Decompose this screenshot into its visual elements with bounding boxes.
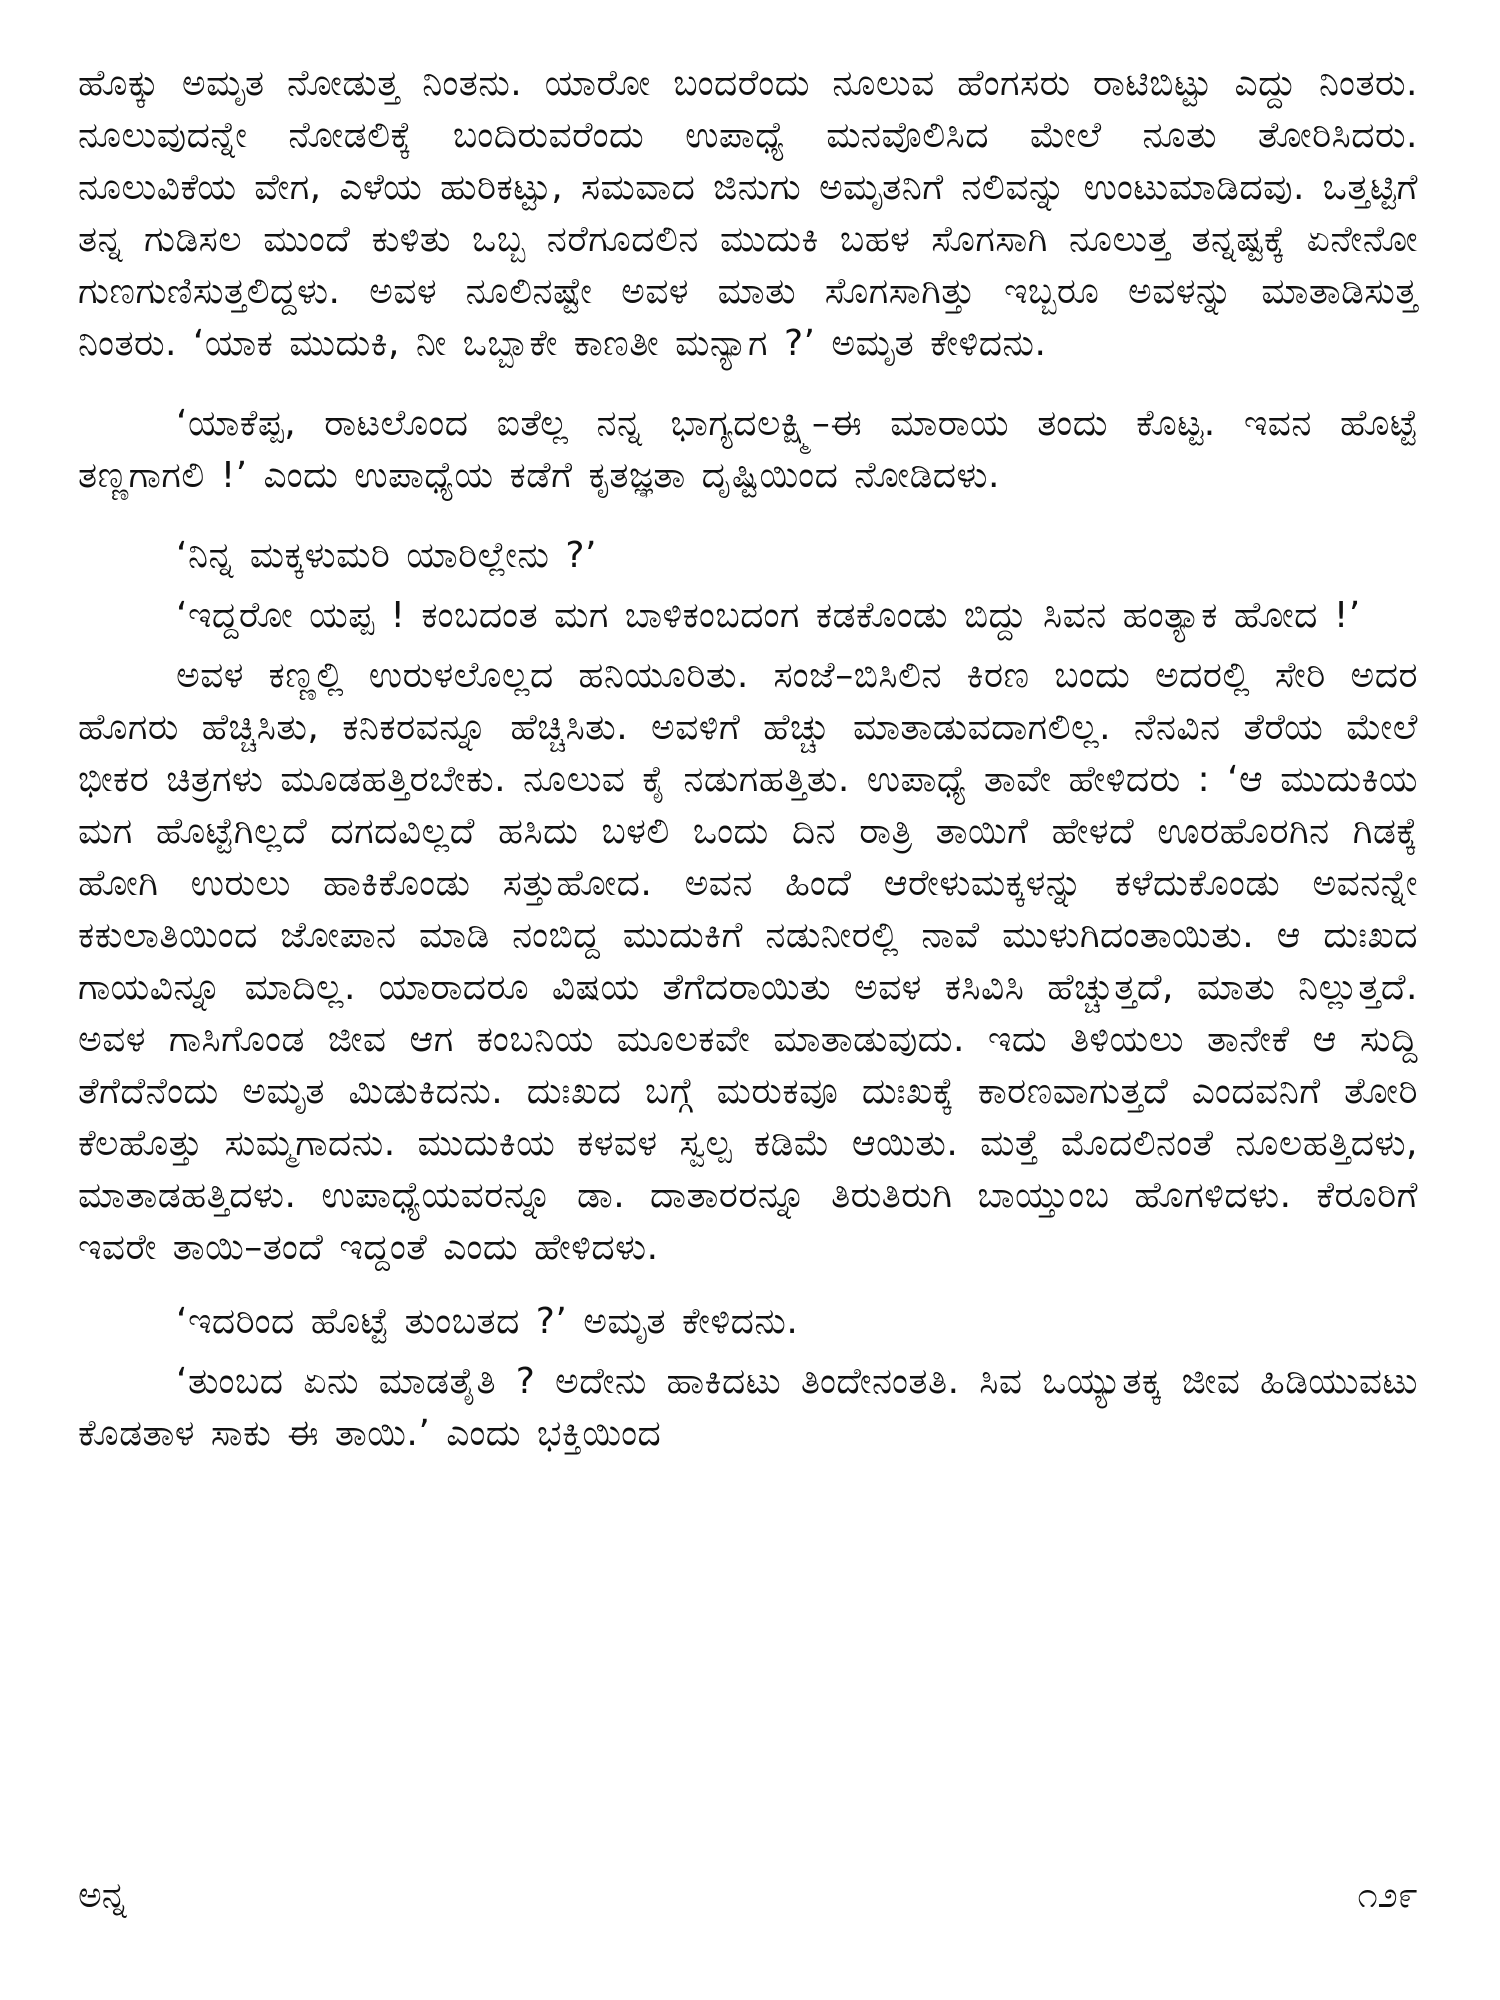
paragraph-7: ‘ತುಂಬದ ಏನು ಮಾಡತೈತಿ ? ಅದೇನು ಹಾಕಿದಟು ತಿಂದೇನಂತತಿ. ಸಿವ ಒಯ್ಯುತಕ್ಕ ಜೀವ ಹಿಡಿಯುವಟು ಕೊಡತಾಳ ಸಾಕು ಈ ತಾಯಿ.’ ಎಂದು ಭಕ್ತಿಯಿಂದ bbox=[78, 1361, 1418, 1454]
page-footer bbox=[78, 1868, 1418, 1924]
paragraph-6: ‘ಇದರಿಂದ ಹೊಟ್ಟೆ ತುಂಬತದ ?’ ಅಮೃತ ಕೇಳಿದನು. bbox=[176, 1301, 799, 1342]
page-body bbox=[78, 58, 1418, 1938]
running-title: ಅನ್ನ bbox=[78, 1875, 127, 1916]
paragraph-4: ‘ಇದ್ದರೋ ಯಪ್ಪ ! ಕಂಬದಂತ ಮಗ ಬಾಳಿಕಂಬದಂಗ ಕಡಕೊಂಡು ಬಿದ್ದು ಸಿವನ ಹಂತ್ಯಾಕ ಹೋದ !’ bbox=[176, 595, 1361, 636]
paragraph-1: ಹೊಕ್ಕು ಅಮೃತ ನೋಡುತ್ತ ನಿಂತನು. ಯಾರೋ ಬಂದರೆಂದು ನೂಲುವ ಹೆಂಗಸರು ರಾಟಿಬಿಟ್ಟು ಎದ್ದು ನಿಂತರು. ನೂಲುವುದನ್ನೇ ನೋಡಲಿಕ್ಕೆ ಬಂದಿರುವರೆಂದು ಉಪಾಧ್ಯೆ ಮನವೊಲಿಸಿದ ಮೇಲೆ ನೂತು ತೋರಿಸಿದರು. ನೂಲುವಿಕೆಯ ವೇಗ, ಎಳೆಯ ಹುರಿಕಟ್ಟು, ಸಮವಾದ ಜಿನುಗು ಅಮೃತನಿಗೆ ನಲಿವನ್ನು ಉಂಟುಮಾಡಿದವು. ಒತ್ತಟ್ಟಿಗೆ ತನ್ನ ಗುಡಿಸಲ ಮುಂದೆ ಕುಳಿತು ಒಬ್ಬ ನರೆಗೂದಲಿನ ಮುದುಕಿ ಬಹಳ ಸೊಗಸಾಗಿ ನೂಲುತ್ತ ತನ್ನಷ್ಟಕ್ಕೆ ಏನೇನೋ ಗುಣಗುಣಿಸುತ್ತಲಿದ್ದಳು. ಅವಳ ನೂಲಿನಷ್ಟೇ ಅವಳ ಮಾತು ಸೊಗಸಾಗಿತ್ತು ಇಬ್ಬರೂ ಅವಳನ್ನು ಮಾತಾಡಿಸುತ್ತ ನಿಂತರು. ‘ಯಾಕ ಮುದುಕಿ, ನೀ ಒಬ್ಬಾಕೇ ಕಾಣತೀ ಮನ್ಯಾಗ ?’ ಅಮೃತ ಕೇಳಿದನು. bbox=[78, 63, 1418, 364]
paragraph-3: ‘ನಿನ್ನ ಮಕ್ಕಳುಮರಿ ಯಾರಿಲ್ಲೇನು ?’ bbox=[176, 535, 597, 576]
page-number: ೧೨೯ bbox=[1357, 1875, 1418, 1916]
paragraph-2: ‘ಯಾಕೆಪ್ಪ, ರಾಟಲೊಂದ ಐತೆಲ್ಲ ನನ್ನ ಭಾಗ್ಯದಲಕ್ಷ್ಮಿ–ಈ ಮಾರಾಯ ತಂದು ಕೊಟ್ಟ. ಇವನ ಹೊಟ್ಟೆ ತಣ್ಣಗಾಗಲಿ !’ ಎಂದು ಉಪಾಧ್ಯೆಯ ಕಡೆಗೆ ಕೃತಜ್ಞತಾ ದೃಷ್ಟಿಯಿಂದ ನೋಡಿದಳು. bbox=[78, 403, 1418, 496]
paragraph-5: ಅವಳ ಕಣ್ಣಲ್ಲಿ ಉರುಳಲೊಲ್ಲದ ಹನಿಯೂರಿತು. ಸಂಜೆ–ಬಿಸಿಲಿನ ಕಿರಣ ಬಂದು ಅದರಲ್ಲಿ ಸೇರಿ ಅದರ ಹೊಗರು ಹೆಚ್ಚಿಸಿತು, ಕನಿಕರವನ್ನೂ ಹೆಚ್ಚಿಸಿತು. ಅವಳಿಗೆ ಹೆಚ್ಚು ಮಾತಾಡುವದಾಗಲಿಲ್ಲ. ನೆನವಿನ ತೆರೆಯ ಮೇಲೆ ಭೀಕರ ಚಿತ್ರಗಳು ಮೂಡಹತ್ತಿರಬೇಕು. ನೂಲುವ ಕೈ ನಡುಗಹತ್ತಿತು. ಉಪಾಧ್ಯೆ ತಾವೇ ಹೇಳಿದರು : ‘ಆ ಮುದುಕಿಯ ಮಗ ಹೊಟ್ಟೆಗಿಲ್ಲದೆ ದಗದವಿಲ್ಲದೆ ಹಸಿದು ಬಳಲಿ ಒಂದು ದಿನ ರಾತ್ರಿ ತಾಯಿಗೆ ಹೇಳದೆ ಊರಹೊರಗಿನ ಗಿಡಕ್ಕೆ ಹೋಗಿ ಉರುಲು ಹಾಕಿಕೊಂಡು ಸತ್ತುಹೋದ. ಅವನ ಹಿಂದೆ ಆರೇಳುಮಕ್ಕಳನ್ನು ಕಳೆದುಕೊಂಡು ಅವನನ್ನೇ ಕಕುಲಾತಿಯಿಂದ ಜೋಪಾನ ಮಾಡಿ ನಂಬಿದ್ದ ಮುದುಕಿಗೆ ನಡುನೀರಲ್ಲಿ ನಾವೆ ಮುಳುಗಿದಂತಾಯಿತು. ಆ ದುಃಖದ ಗಾಯವಿನ್ನೂ ಮಾದಿಲ್ಲ. ಯಾರಾದರೂ ವಿಷಯ ತೆಗೆದರಾಯಿತು ಅವಳ ಕಸಿವಿಸಿ ಹೆಚ್ಚುತ್ತದೆ, ಮಾತು ನಿಲ್ಲುತ್ತದೆ. ಅವಳ ಗಾಸಿಗೊಂಡ ಜೀವ ಆಗ ಕಂಬನಿಯ ಮೂಲಕವೇ ಮಾತಾಡುವುದು. ಇದು ತಿಳಿಯಲು ತಾನೇಕೆ ಆ ಸುದ್ದಿ ತೆಗೆದೆನೆಂದು ಅಮೃತ ಮಿಡುಕಿದನು. ದುಃಖದ ಬಗ್ಗೆ ಮರುಕವೂ ದುಃಖಕ್ಕೆ ಕಾರಣವಾಗುತ್ತದೆ ಎಂದವನಿಗೆ ತೋರಿ ಕೆಲಹೊತ್ತು ಸುಮ್ಮಗಾದನು. ಮುದುಕಿಯ ಕಳವಳ ಸ್ವಲ್ಪ ಕಡಿಮೆ ಆಯಿತು. ಮತ್ತೆ ಮೊದಲಿನಂತೆ ನೂಲಹತ್ತಿದಳು, ಮಾತಾಡಹತ್ತಿದಳು. ಉಪಾಧ್ಯೆಯವರನ್ನೂ ಡಾ. ದಾತಾರರನ್ನೂ ತಿರುತಿರುಗಿ ಬಾಯ್ತುಂಬ ಹೊಗಳಿದಳು. ಕೆರೂರಿಗೆ ಇವರೇ ತಾಯಿ–ತಂದೆ ಇದ್ದಂತೆ ಎಂದು ಹೇಳಿದಳು. bbox=[78, 655, 1418, 1268]
